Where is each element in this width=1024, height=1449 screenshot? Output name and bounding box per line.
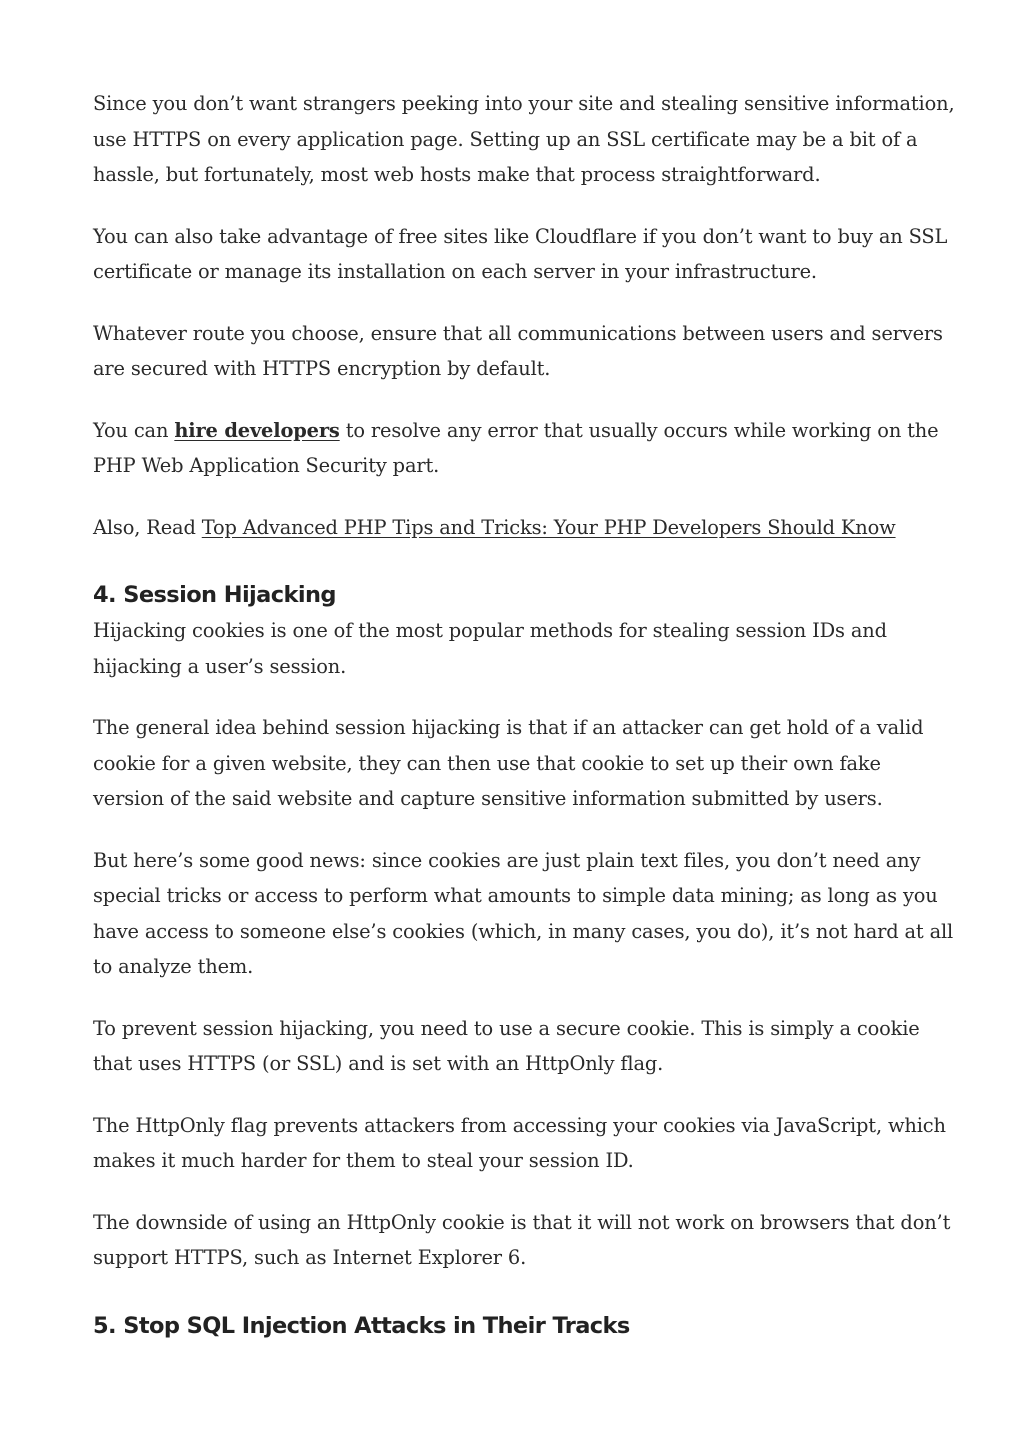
section-heading-sql-injection: 5. Stop SQL Injection Attacks in Their Tracks <box>93 1312 630 1339</box>
php-tips-article-link[interactable]: Top Advanced PHP Tips and Tricks: Your PHP Developers Should Know <box>201 515 896 539</box>
paragraph-text: You can <box>93 418 175 442</box>
paragraph-general-idea: The general idea behind session hijacking is that if an attacker can get hold of a valid cookie for a given website, they can then use that cookie to set up their own fake version of the said website and capture sensitive information submitted by users. <box>93 716 924 810</box>
article-body <box>93 86 955 1341</box>
paragraph-also-read <box>93 510 955 546</box>
paragraph-good-news: But here’s some good news: since cookies are just plain text files, you don’t need any special tricks or access to perform what amounts to simple data mining; as long as you have access to someone else’s cookies (which, in many cases, you do), it’s not hard at all to analyze them. <box>93 848 954 978</box>
paragraph-secure-cookie: To prevent session hijacking, you need to use a secure cookie. This is simply a cookie that uses HTTPS (or SSL) and is set with an HttpOnly flag. <box>93 1016 920 1075</box>
paragraph-text: Also, Read <box>93 515 202 539</box>
paragraph-httponly-flag: The HttpOnly flag prevents attackers from accessing your cookies via JavaScript, which makes it much harder for them to steal your session ID. <box>93 1113 946 1172</box>
paragraph-https-every-page: Since you don’t want strangers peeking into your site and stealing sensitive information, use HTTPS on every application page. Setting up an SSL certificate may be a bit of a hassle, but fortunately, most web hosts make that process straightforward. <box>93 92 955 186</box>
paragraph-text: to resolve any error that usually occurs while working on the PHP Web Application Security part. <box>93 418 939 477</box>
paragraph-hire-developers <box>93 413 955 484</box>
paragraph-https-default: Whatever route you choose, ensure that all communications between users and servers are secured with HTTPS encryption by default. <box>93 321 943 380</box>
section-heading-session-hijacking: 4. Session Hijacking <box>93 582 336 608</box>
hire-developers-link[interactable]: hire developers <box>174 418 340 442</box>
paragraph-httponly-downside: The downside of using an HttpOnly cookie is that it will not work on browsers that don’t support HTTPS, such as Internet Explorer 6. <box>93 1210 951 1269</box>
paragraph-hijacking-cookies: Hijacking cookies is one of the most popular methods for stealing session IDs and hijacking a user’s session. <box>93 619 887 678</box>
paragraph-cloudflare: You can also take advantage of free sites like Cloudflare if you don’t want to buy an SSL certificate or manage its installation on each server in your infrastructure. <box>93 224 948 283</box>
